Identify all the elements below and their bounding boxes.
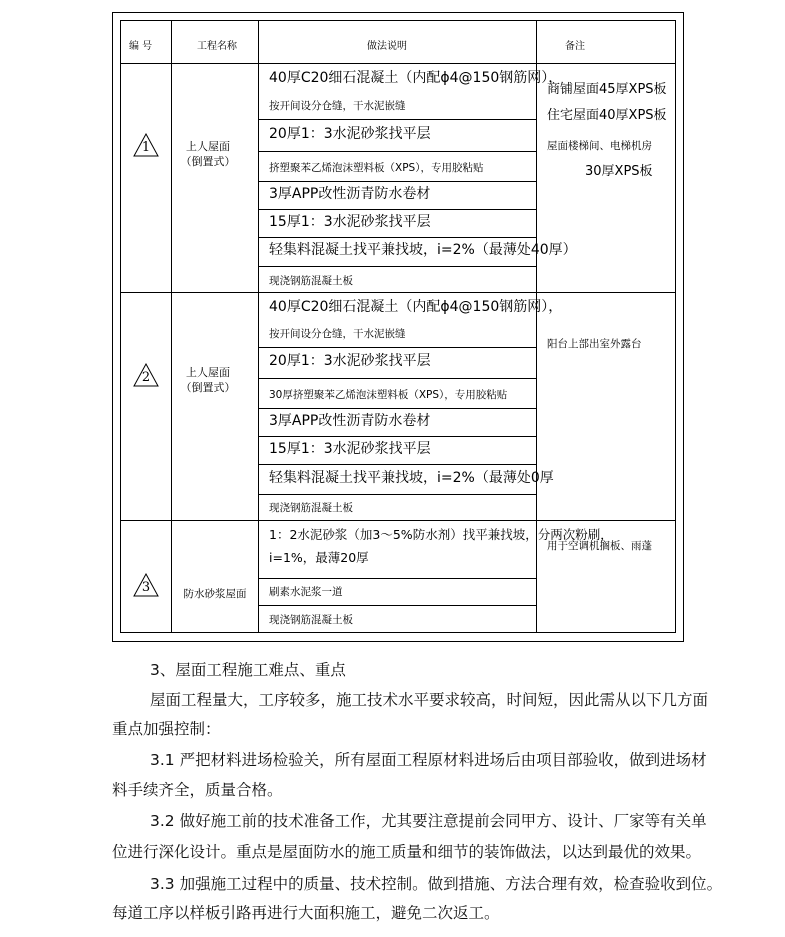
- row-line: [258, 436, 536, 437]
- row1-remark2: 住宅屋面40厚XPS板: [547, 108, 667, 123]
- paragraph-3-line1: 3.2 做好施工前的技术准备工作，尤其要注意提前会同甲方、设计、厂家等有关单: [150, 812, 707, 830]
- row1-step5: 15厚1：3水泥砂浆找平层: [269, 214, 431, 230]
- row1-step1b: 按开间设分仓缝，干水泥嵌缝: [269, 100, 406, 112]
- triangle-marker-3: [133, 573, 159, 597]
- triangle-marker-2: [133, 363, 159, 387]
- row1-step2: 20厚1：3水泥砂浆找平层: [269, 126, 431, 142]
- row2-name-line2: （倒置式）: [180, 381, 236, 394]
- row-line: [258, 464, 536, 465]
- row1-remark3: 屋面楼梯间、电梯机房: [547, 140, 652, 152]
- row-line: [258, 151, 536, 152]
- row1-step6: 轻集料混凝土找平兼找坡，i=2%（最薄处40厚）: [269, 242, 577, 258]
- marker-number-1: 1: [141, 140, 151, 155]
- row-line: [258, 119, 536, 120]
- group-divider-1: [121, 292, 675, 293]
- group-divider-2: [121, 520, 675, 521]
- col-divider-1: [171, 21, 172, 632]
- row3-step3: 现浇钢筋混凝土板: [269, 614, 353, 626]
- row3-step1b: i=1%，最薄20厚: [269, 550, 369, 565]
- row1-step4: 3厚APP改性沥青防水卷材: [269, 186, 431, 202]
- row1-step7: 现浇钢筋混凝土板: [269, 275, 353, 287]
- row3-remark1: 用于空调机搁板、雨蓬: [547, 540, 652, 552]
- row2-step1b: 按开间设分仓缝，干水泥嵌缝: [269, 328, 406, 340]
- row3-name: 防水砂浆屋面: [183, 588, 247, 600]
- row1-name-line1: 上人屋面: [186, 140, 230, 153]
- row-line: [258, 266, 536, 267]
- roof-method-table: [120, 20, 676, 633]
- marker-number-2: 2: [141, 370, 151, 385]
- paragraph-1-line1: 屋面工程量大，工序较多，施工技术水平要求较高，时间短，因此需从以下几方面: [150, 691, 709, 709]
- section-heading: 3、屋面工程施工难点、重点: [150, 661, 346, 679]
- row2-step7: 现浇钢筋混凝土板: [269, 502, 353, 514]
- row2-step6: 轻集料混凝土找平兼找坡，i=2%（最薄处0厚: [269, 470, 554, 486]
- row-line: [258, 578, 536, 579]
- table-header-row: [121, 21, 675, 64]
- row-line: [258, 378, 536, 379]
- row2-name: [168, 365, 248, 395]
- paragraph-4-line2: 每道工序以样板引路再进行大面积施工，避免二次返工。: [112, 904, 500, 922]
- header-method: 做法说明: [367, 41, 407, 52]
- row-line: [258, 347, 536, 348]
- paragraph-2-line1: 3.1 严把材料进场检验关，所有屋面工程原材料进场后由项目部验收，做到进场材: [150, 751, 707, 769]
- row2-step2: 20厚1：3水泥砂浆找平层: [269, 353, 431, 369]
- row2-name-line1: 上人屋面: [186, 366, 230, 379]
- row2-remark1: 阳台上部出室外露台: [547, 338, 642, 350]
- row3-step1: 1：2水泥砂浆（加3～5%防水剂）找平兼找坡，分两次粉刷，: [269, 527, 613, 542]
- row2-step1: 40厚C20细石混凝土（内配ϕ4@150钢筋网），: [269, 299, 563, 315]
- paragraph-2-line2: 料手续齐全，质量合格。: [112, 781, 283, 799]
- header-remark: 备注: [565, 41, 585, 52]
- row1-step1: 40厚C20细石混凝土（内配ϕ4@150钢筋网），: [269, 70, 563, 86]
- row1-remark1: 商铺屋面45厚XPS板: [547, 82, 667, 97]
- paragraph-1-line2: 重点加强控制：: [112, 720, 221, 738]
- paragraph-3-line2: 位进行深化设计。重点是屋面防水的施工质量和细节的装饰做法，以达到最优的效果。: [112, 843, 702, 861]
- paragraph-4-line1: 3.3 加强施工过程中的质量、技术控制。做到措施、方法合理有效，检查验收到位。: [150, 875, 723, 893]
- row-line: [258, 209, 536, 210]
- row-line: [258, 237, 536, 238]
- row1-step3: 挤塑聚苯乙烯泡沫塑料板（XPS），专用胶粘贴: [269, 162, 484, 174]
- row2-step4: 3厚APP改性沥青防水卷材: [269, 413, 431, 429]
- row1-name: [168, 139, 248, 169]
- row1-name-line2: （倒置式）: [180, 155, 236, 168]
- header-no: 编 号: [129, 41, 153, 52]
- row3-step2: 刷素水泥浆一道: [269, 586, 343, 598]
- row-line: [258, 605, 536, 606]
- row-line: [258, 408, 536, 409]
- construction-table-figure: [112, 12, 684, 642]
- marker-number-3: 3: [141, 580, 151, 595]
- row-line: [258, 494, 536, 495]
- row-line: [258, 181, 536, 182]
- row2-step3: 30厚挤塑聚苯乙烯泡沫塑料板（XPS），专用胶粘贴: [269, 389, 508, 401]
- col-divider-2: [258, 21, 259, 632]
- header-name: 工程名称: [197, 41, 237, 52]
- triangle-marker-1: [133, 133, 159, 157]
- row1-remark4: 30厚XPS板: [585, 164, 653, 179]
- row2-step5: 15厚1：3水泥砂浆找平层: [269, 441, 431, 457]
